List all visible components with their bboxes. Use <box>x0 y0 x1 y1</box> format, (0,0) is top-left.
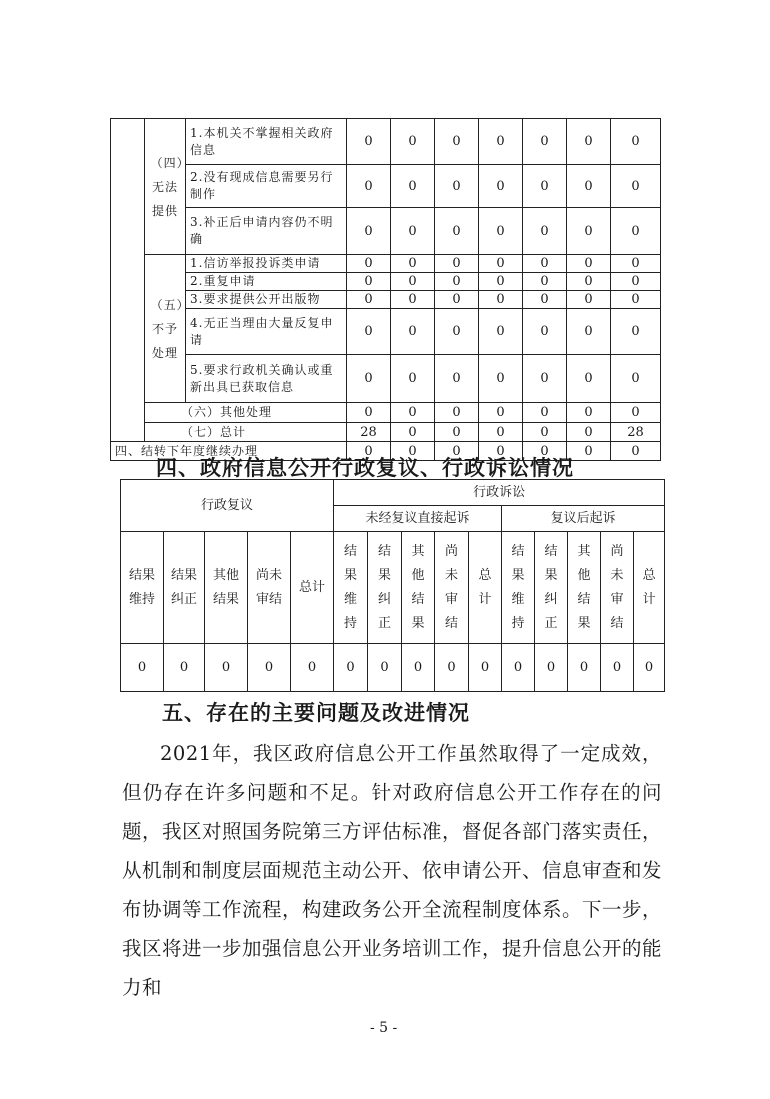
value-cell: 0 <box>347 208 391 255</box>
value-cell: 0 <box>611 291 661 309</box>
value-cell: 0 <box>523 119 567 165</box>
table-row <box>111 165 661 208</box>
paragraph-text: 2021年，我区政府信息公开工作虽然取得了一定成效，但仍存在许多问题和不足。针对政府信息公开工作存在的问题，我区对照国务院第三方评估标准，督促各部门落实责任，从机制和制度层面规范主动公开、依申请公开、信息审查和发布协调等工作流程，构建政务公开全流程制度体系。下一步，我区将进一步加强信息公开业务培训工作，提升信息公开的能力和 <box>122 742 663 999</box>
value-cell: 0 <box>479 423 523 442</box>
value-cell: 0 <box>334 644 368 692</box>
value-cell: 0 <box>347 291 391 309</box>
value-cell: 0 <box>391 442 435 461</box>
value-cell: 0 <box>567 165 611 208</box>
value-cell: 0 <box>347 165 391 208</box>
table-row <box>111 119 661 165</box>
value-cell: 0 <box>347 355 391 403</box>
value-cell: 0 <box>523 255 567 273</box>
value-cell: 0 <box>391 355 435 403</box>
column-header: 结果维持 <box>334 532 368 644</box>
value-cell: 0 <box>435 273 479 291</box>
value-cell: 0 <box>347 273 391 291</box>
item-cell: 5.要求行政机关确认或重新出具已获取信息 <box>186 355 347 403</box>
section4-heading: 四、政府信息公开行政复议、行政诉讼情况 <box>156 456 574 480</box>
value-cell: 0 <box>567 291 611 309</box>
value-cell: 0 <box>523 442 567 461</box>
value-cell: 28 <box>347 423 391 442</box>
review-litigation-table <box>120 479 665 692</box>
value-cell: 0 <box>611 355 661 403</box>
after-review-header: 复议后起诉 <box>502 506 665 532</box>
item-cell: （六）其他处理 <box>145 403 347 423</box>
item-cell: （七）总计 <box>145 423 347 442</box>
table-row <box>111 208 661 255</box>
value-cell: 0 <box>568 644 601 692</box>
table-row <box>111 255 661 273</box>
table-row <box>111 309 661 355</box>
value-cell: 0 <box>479 355 523 403</box>
value-cell: 0 <box>479 165 523 208</box>
value-cell: 0 <box>567 255 611 273</box>
category-cannot-provide: （四）无法提供 <box>145 119 186 255</box>
value-cell: 0 <box>502 644 535 692</box>
blank-merged-cell <box>111 119 145 442</box>
value-cell: 0 <box>611 273 661 291</box>
column-header: 尚未审结 <box>248 532 291 644</box>
value-cell: 0 <box>634 644 665 692</box>
body-paragraph <box>122 734 662 1007</box>
value-cell: 0 <box>523 403 567 423</box>
value-cell: 0 <box>611 403 661 423</box>
column-header: 总计 <box>634 532 665 644</box>
table-row <box>111 291 661 309</box>
item-cell: 2.没有现成信息需要另行制作 <box>186 165 347 208</box>
value-cell: 0 <box>391 208 435 255</box>
value-cell: 0 <box>164 644 205 692</box>
value-cell: 0 <box>567 355 611 403</box>
column-header: 其他结果 <box>205 532 248 644</box>
table-row <box>121 644 665 692</box>
value-cell: 0 <box>479 208 523 255</box>
value-cell: 28 <box>611 423 661 442</box>
value-cell: 0 <box>523 355 567 403</box>
value-cell: 0 <box>567 403 611 423</box>
value-cell: 0 <box>611 119 661 165</box>
category-not-processed: （五）不予处理 <box>145 255 186 403</box>
value-cell: 0 <box>435 309 479 355</box>
column-header: 总计 <box>291 532 334 644</box>
value-cell: 0 <box>347 255 391 273</box>
value-cell: 0 <box>567 442 611 461</box>
page-number: - 5 - <box>370 1020 398 1036</box>
value-cell: 0 <box>567 309 611 355</box>
value-cell: 0 <box>435 355 479 403</box>
direct-suit-header: 未经复议直接起诉 <box>334 506 502 532</box>
value-cell: 0 <box>435 165 479 208</box>
value-cell: 0 <box>535 644 568 692</box>
item-cell: 1.本机关不掌握相关政府信息 <box>186 119 347 165</box>
value-cell: 0 <box>611 309 661 355</box>
litigation-header: 行政诉讼 <box>334 480 665 506</box>
item-cell: 3.要求提供公开出版物 <box>186 291 347 309</box>
value-cell: 0 <box>291 644 334 692</box>
table2-body <box>121 480 665 692</box>
table-row <box>111 423 661 442</box>
value-cell: 0 <box>435 208 479 255</box>
table-row <box>111 273 661 291</box>
value-cell: 0 <box>391 165 435 208</box>
table-row <box>111 355 661 403</box>
item-cell: 四、结转下年度继续办理 <box>111 442 347 461</box>
application-handling-table <box>110 118 661 461</box>
value-cell: 0 <box>567 273 611 291</box>
value-cell: 0 <box>391 309 435 355</box>
value-cell: 0 <box>601 644 634 692</box>
value-cell: 0 <box>121 644 164 692</box>
value-cell: 0 <box>347 442 391 461</box>
value-cell: 0 <box>435 644 469 692</box>
table-row <box>121 480 665 506</box>
column-header: 结果纠正 <box>368 532 402 644</box>
value-cell: 0 <box>347 403 391 423</box>
value-cell: 0 <box>567 119 611 165</box>
table1-body <box>111 119 661 461</box>
item-cell: 4.无正当理由大量反复申请 <box>186 309 347 355</box>
value-cell: 0 <box>523 423 567 442</box>
column-header: 结果纠正 <box>535 532 568 644</box>
value-cell: 0 <box>479 273 523 291</box>
value-cell: 0 <box>611 442 661 461</box>
value-cell: 0 <box>567 423 611 442</box>
value-cell: 0 <box>347 119 391 165</box>
value-cell: 0 <box>435 255 479 273</box>
value-cell: 0 <box>523 309 567 355</box>
value-cell: 0 <box>205 644 248 692</box>
value-cell: 0 <box>391 403 435 423</box>
value-cell: 0 <box>479 309 523 355</box>
value-cell: 0 <box>523 273 567 291</box>
value-cell: 0 <box>611 165 661 208</box>
column-header: 其他结果 <box>568 532 601 644</box>
value-cell: 0 <box>248 644 291 692</box>
value-cell: 0 <box>611 208 661 255</box>
value-cell: 0 <box>479 403 523 423</box>
value-cell: 0 <box>347 309 391 355</box>
value-cell: 0 <box>479 119 523 165</box>
column-header: 其他结果 <box>402 532 435 644</box>
value-cell: 0 <box>469 644 502 692</box>
value-cell: 0 <box>567 208 611 255</box>
item-cell: 2.重复申请 <box>186 273 347 291</box>
table-row <box>121 532 665 644</box>
value-cell: 0 <box>523 165 567 208</box>
value-cell: 0 <box>435 442 479 461</box>
value-cell: 0 <box>391 291 435 309</box>
value-cell: 0 <box>391 119 435 165</box>
value-cell: 0 <box>435 423 479 442</box>
value-cell: 0 <box>402 644 435 692</box>
column-header: 结果纠正 <box>164 532 205 644</box>
item-cell: 1.信访举报投诉类申请 <box>186 255 347 273</box>
column-header: 总计 <box>469 532 502 644</box>
value-cell: 0 <box>391 255 435 273</box>
value-cell: 0 <box>391 273 435 291</box>
value-cell: 0 <box>523 208 567 255</box>
value-cell: 0 <box>523 291 567 309</box>
review-header: 行政复议 <box>121 480 334 532</box>
value-cell: 0 <box>479 291 523 309</box>
column-header: 结果维持 <box>502 532 535 644</box>
column-header: 尚未审结 <box>435 532 469 644</box>
value-cell: 0 <box>611 255 661 273</box>
value-cell: 0 <box>479 255 523 273</box>
column-header: 尚未审结 <box>601 532 634 644</box>
column-header: 结果维持 <box>121 532 164 644</box>
value-cell: 0 <box>435 403 479 423</box>
table-row <box>111 403 661 423</box>
item-cell: 3.补正后申请内容仍不明确 <box>186 208 347 255</box>
value-cell: 0 <box>368 644 402 692</box>
value-cell: 0 <box>435 291 479 309</box>
value-cell: 0 <box>391 423 435 442</box>
value-cell: 0 <box>479 442 523 461</box>
value-cell: 0 <box>435 119 479 165</box>
section5-heading: 五、存在的主要问题及改进情况 <box>162 701 470 725</box>
